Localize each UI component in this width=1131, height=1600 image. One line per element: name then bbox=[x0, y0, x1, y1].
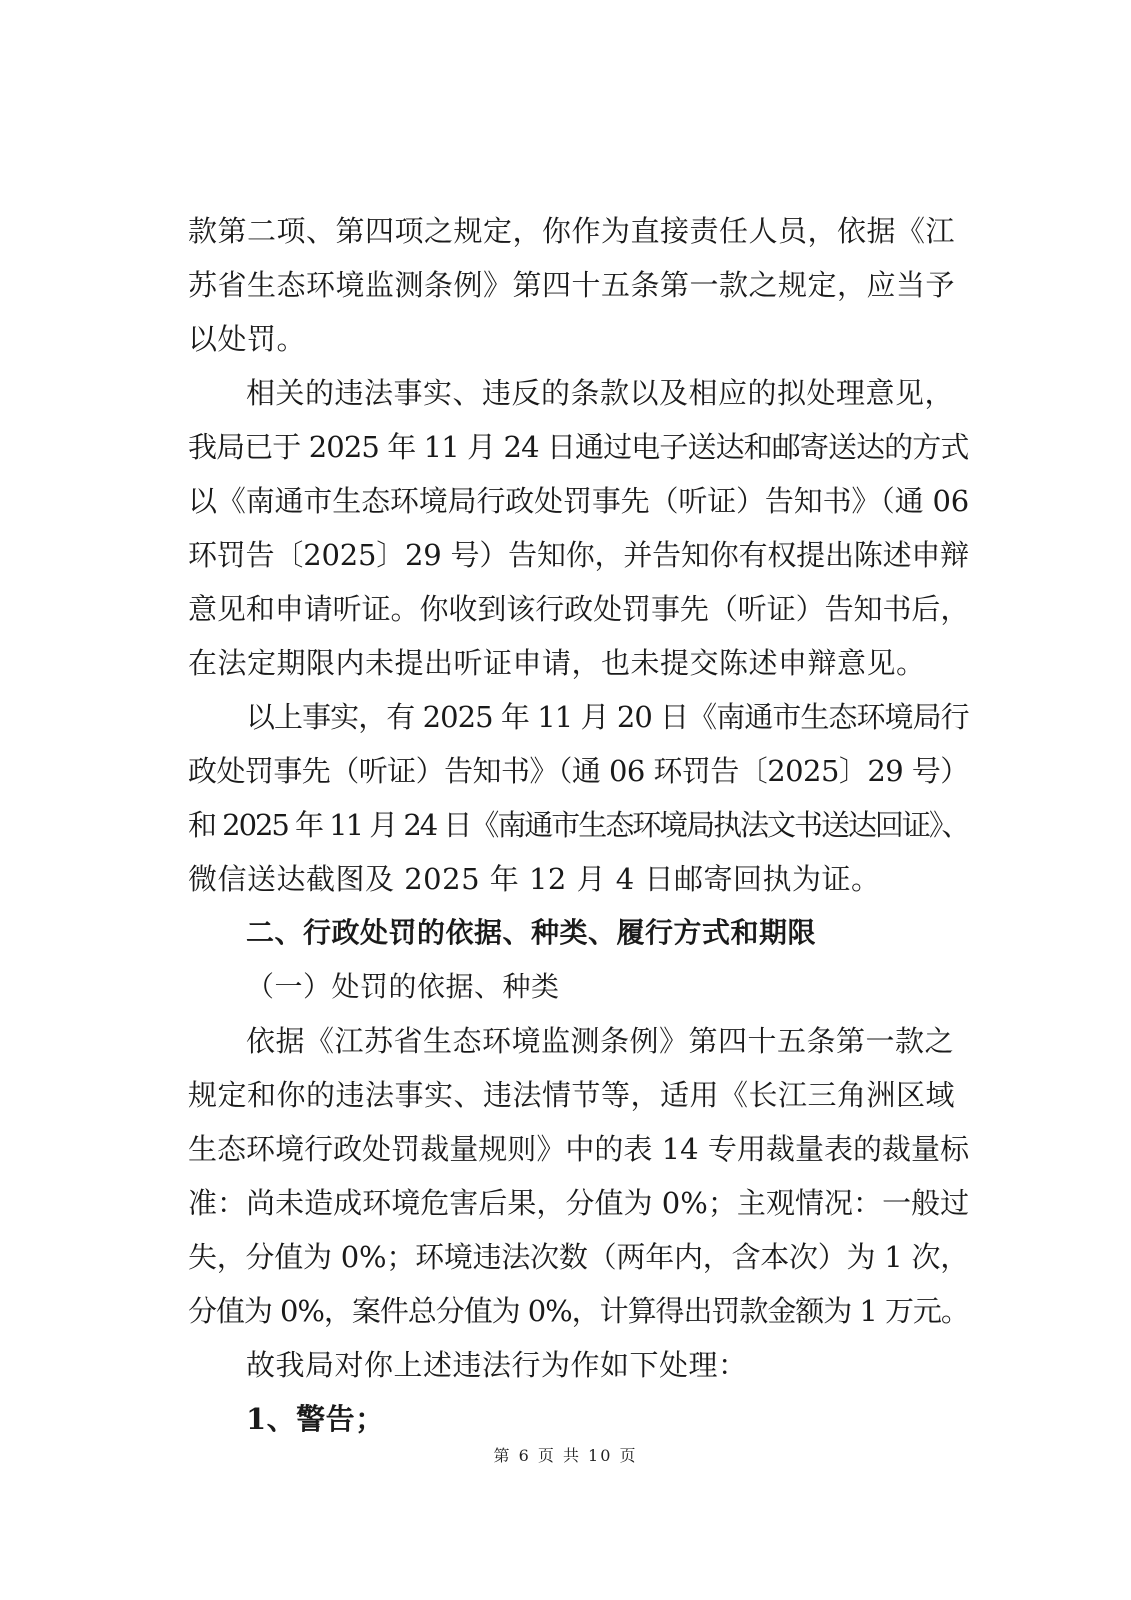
body-line: 规定和你的违法事实、违法情节等，适用《长江三角洲区域 bbox=[188, 1078, 956, 1112]
paragraph-start: 以上事实，有 2025 年 11 月 20 日《南通市生态环境局行 bbox=[246, 700, 969, 734]
body-line: 款第二项、第四项之规定，你作为直接责任人员，依据《江 bbox=[188, 214, 956, 248]
body-line: 失，分值为 0%；环境违法次数（两年内，含本次）为 1 次， bbox=[188, 1240, 969, 1274]
body-line: 准：尚未造成环境危害后果，分值为 0%；主观情况：一般过 bbox=[188, 1186, 970, 1220]
body-line: 以《南通市生态环境局行政处罚事先（听证）告知书》（通 06 bbox=[188, 484, 970, 518]
body-line: 分值为 0%，案件总分值为 0%，计算得出罚款金额为 1 万元。 bbox=[188, 1294, 969, 1328]
page-number: 第 6 页 共 10 页 bbox=[493, 1446, 638, 1465]
subsection-heading: （一）处罚的依据、种类 bbox=[246, 970, 560, 1003]
body-line: 苏省生态环境监测条例》第四十五条第一款之规定，应当予 bbox=[188, 268, 956, 302]
paragraph-start: 相关的违法事实、违反的条款以及相应的拟处理意见， bbox=[246, 376, 955, 410]
list-item: 1、警告； bbox=[246, 1402, 385, 1436]
section-heading: 二、行政处罚的依据、种类、履行方式和期限 bbox=[246, 916, 817, 949]
body-line: 意见和申请听证。你收到该行政处罚事先（听证）告知书后， bbox=[188, 592, 970, 626]
body-line: 和 2025 年 11 月 24 日《南通市生态环境局执法文书送达回证》、 bbox=[188, 808, 969, 842]
body-line: 政处罚事先（听证）告知书》（通 06 环罚告〔2025〕29 号） bbox=[188, 754, 969, 788]
body-line: 环罚告〔2025〕29 号）告知你，并告知你有权提出陈述申辩 bbox=[188, 538, 969, 572]
paragraph-start: 依据《江苏省生态环境监测条例》第四十五条第一款之 bbox=[246, 1024, 955, 1058]
body-line: 以处罚。 bbox=[188, 322, 307, 356]
body-line: 微信送达截图及 2025 年 12 月 4 日邮寄回执为证。 bbox=[188, 862, 881, 896]
body-line: 在法定期限内未提出听证申请，也未提交陈述申辩意见。 bbox=[188, 646, 926, 680]
paragraph-start: 故我局对你上述违法行为作如下处理： bbox=[246, 1348, 748, 1382]
document-body bbox=[188, 204, 972, 1446]
body-line: 我局已于 2025 年 11 月 24 日通过电子送达和邮寄送达的方式 bbox=[188, 430, 969, 464]
body-line: 生态环境行政处罚裁量规则》中的表 14 专用裁量表的裁量标 bbox=[188, 1132, 970, 1166]
